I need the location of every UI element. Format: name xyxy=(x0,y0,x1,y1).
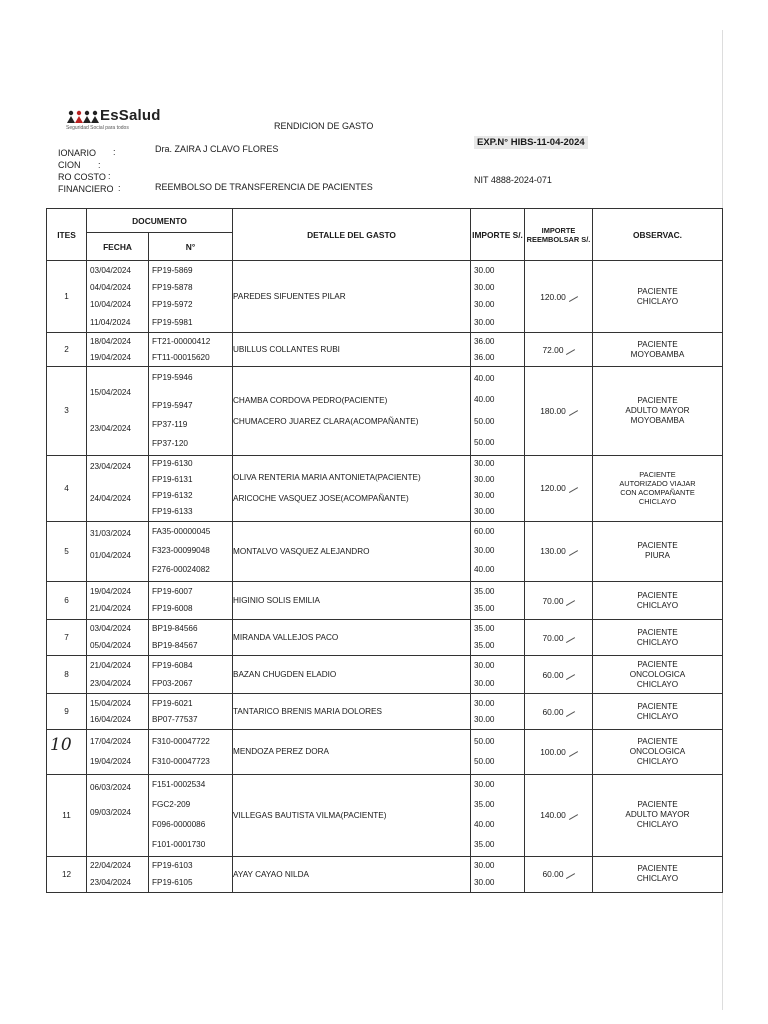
importe-value: 35.00 xyxy=(474,800,495,810)
fecha-value: 10/04/2024 xyxy=(90,300,131,310)
numero-value: FP19-6007 xyxy=(152,586,193,596)
observacion-value: PACIENTE CHICLAYO xyxy=(636,590,679,610)
people-icon xyxy=(66,110,100,124)
item-number-cell xyxy=(47,620,87,656)
detalle-cell xyxy=(233,730,471,774)
numero-value: FP37-119 xyxy=(152,419,188,429)
reembolsar-cell xyxy=(525,261,593,333)
item-number: 1 xyxy=(64,292,69,302)
detalle-cell xyxy=(233,261,471,333)
reembolsar-value: 72.00 xyxy=(542,344,564,355)
item-number-cell xyxy=(47,367,87,455)
check-mark-icon xyxy=(566,482,578,493)
importe-value: 40.00 xyxy=(474,373,495,383)
observacion-cell xyxy=(593,367,723,455)
detalle-value: MENDOZA PEREZ DORA xyxy=(233,747,329,757)
table-row xyxy=(47,656,723,694)
numero-value: FP19-6133 xyxy=(152,506,193,516)
fecha-value: 23/04/2024 xyxy=(90,461,131,471)
numero-value: F310-00047722 xyxy=(152,736,210,746)
importe-value: 30.00 xyxy=(474,491,495,501)
reembolsar-value: 60.00 xyxy=(542,869,564,880)
numero-cell xyxy=(149,521,233,581)
observacion-cell xyxy=(593,333,723,367)
importe-cell xyxy=(471,656,525,694)
observacion-value: PACIENTE ADULTO MAYOR MOYOBAMBA xyxy=(625,395,690,425)
reembolsar-value: 120.00 xyxy=(540,291,566,302)
check-mark-icon xyxy=(566,746,578,757)
importe-value: 35.00 xyxy=(474,586,495,596)
observacion-cell xyxy=(593,581,723,619)
fecha-cell xyxy=(87,694,149,730)
importe-value: 35.00 xyxy=(474,839,495,849)
observacion-cell xyxy=(593,694,723,730)
importe-value: 60.00 xyxy=(474,527,495,537)
importe-value: 30.00 xyxy=(474,698,495,708)
document-title: RENDICION DE GASTO xyxy=(274,121,374,131)
fecha-value: 21/04/2024 xyxy=(90,604,131,614)
logo-subtitle: Seguridad Social para todos xyxy=(66,125,129,131)
item-number: 8 xyxy=(64,670,69,680)
observacion-value: PACIENTE CHICLAYO xyxy=(636,286,679,306)
importe-value: 30.00 xyxy=(474,546,495,556)
item-number: 12 xyxy=(61,869,72,879)
header-importe-reembolsar: IMPORTE REEMBOLSAR S/. xyxy=(525,209,593,261)
detalle-cell xyxy=(233,581,471,619)
importe-value: 40.00 xyxy=(474,395,495,405)
importe-value: 30.00 xyxy=(474,861,495,871)
reembolsar-cell xyxy=(525,694,593,730)
importe-value: 30.00 xyxy=(474,715,495,725)
importe-value: 30.00 xyxy=(474,282,495,292)
field-value-financiero: REEMBOLSO DE TRANSFERENCIA DE PACIENTES xyxy=(155,182,373,192)
importe-cell xyxy=(471,333,525,367)
table-row xyxy=(47,581,723,619)
detalle-cell xyxy=(233,620,471,656)
numero-value: F310-00047723 xyxy=(152,757,210,767)
item-number: 2 xyxy=(64,345,69,355)
numero-cell xyxy=(149,620,233,656)
check-mark-icon xyxy=(563,868,575,879)
reembolsar-value: 130.00 xyxy=(540,546,566,557)
check-mark-icon xyxy=(566,405,578,416)
logo-text: EsSalud xyxy=(100,107,161,124)
check-mark-icon xyxy=(566,809,578,820)
importe-value: 40.00 xyxy=(474,565,495,575)
fecha-value: 31/03/2024 xyxy=(90,528,131,538)
reembolsar-value: 180.00 xyxy=(540,405,566,416)
fecha-value: 23/04/2024 xyxy=(90,877,131,887)
table-row xyxy=(47,455,723,521)
importe-cell xyxy=(471,694,525,730)
numero-value: FP03-2067 xyxy=(152,678,193,688)
reembolsar-value: 100.00 xyxy=(540,746,566,757)
table-row xyxy=(47,694,723,730)
numero-cell xyxy=(149,261,233,333)
numero-value: FP19-5878 xyxy=(152,282,193,292)
detalle-value: HIGINIO SOLIS EMILIA xyxy=(233,596,320,606)
importe-value: 50.00 xyxy=(474,416,495,426)
importe-value: 30.00 xyxy=(474,459,495,469)
detalle-value: OLIVA RENTERIA MARIA ANTONIETA(PACIENTE) xyxy=(233,473,421,483)
importe-value: 30.00 xyxy=(474,780,495,790)
observacion-value: PACIENTE CHICLAYO xyxy=(636,701,679,721)
fecha-cell xyxy=(87,367,149,455)
item-number-cell xyxy=(47,856,87,892)
numero-value: FP19-5869 xyxy=(152,265,193,275)
header-fecha: FECHA xyxy=(87,233,149,261)
fecha-value: 23/04/2024 xyxy=(90,423,131,433)
observacion-cell xyxy=(593,521,723,581)
numero-value: FP19-6131 xyxy=(152,475,193,485)
field-label-centro-costo: RO COSTO xyxy=(58,172,106,182)
numero-value: BP19-84567 xyxy=(152,640,198,650)
numero-cell xyxy=(149,730,233,774)
fecha-value: 19/04/2024 xyxy=(90,586,131,596)
fecha-value: 22/04/2024 xyxy=(90,861,131,871)
reembolsar-value: 140.00 xyxy=(540,810,566,821)
fecha-value: 04/04/2024 xyxy=(90,282,131,292)
expediente-number: EXP.N° HIBS-11-04-2024 xyxy=(474,136,588,149)
check-mark-icon xyxy=(563,632,575,643)
observacion-cell xyxy=(593,656,723,694)
detalle-value: BAZAN CHUGDEN ELADIO xyxy=(233,670,337,680)
observacion-value: PACIENTE CHICLAYO xyxy=(636,864,679,884)
fecha-value: 16/04/2024 xyxy=(90,715,131,725)
importe-cell xyxy=(471,774,525,856)
detalle-value: CHUMACERO JUAREZ CLARA(ACOMPAÑANTE) xyxy=(233,416,419,426)
item-number: 5 xyxy=(64,546,69,556)
item-number: 4 xyxy=(64,483,69,493)
detalle-cell xyxy=(233,856,471,892)
importe-cell xyxy=(471,730,525,774)
numero-value: F101-0001730 xyxy=(152,839,206,849)
numero-value: FP19-6132 xyxy=(152,491,193,501)
fecha-value: 23/04/2024 xyxy=(90,678,131,688)
nit-number: NIT 4888-2024-071 xyxy=(474,175,552,185)
item-number-cell xyxy=(47,656,87,694)
importe-cell xyxy=(471,261,525,333)
numero-value: F323-00099048 xyxy=(152,546,210,556)
fecha-cell xyxy=(87,261,149,333)
item-number: 6 xyxy=(64,596,69,606)
item-number-cell xyxy=(47,521,87,581)
fecha-value: 19/04/2024 xyxy=(90,757,131,767)
detalle-cell xyxy=(233,521,471,581)
header-observaciones: OBSERVAC. xyxy=(593,209,723,261)
expense-table-body xyxy=(47,261,723,893)
reembolsar-cell xyxy=(525,856,593,892)
observacion-value: PACIENTE ONCOLOGICA CHICLAYO xyxy=(629,736,686,766)
fecha-cell xyxy=(87,455,149,521)
numero-value: FT21-00000412 xyxy=(152,336,211,346)
numero-value: F096-0000086 xyxy=(152,820,206,830)
fecha-cell xyxy=(87,774,149,856)
numero-cell xyxy=(149,581,233,619)
observacion-value: PACIENTE PIURA xyxy=(637,541,678,561)
importe-value: 50.00 xyxy=(474,736,495,746)
detalle-value: AYAY CAYAO NILDA xyxy=(233,869,309,879)
importe-value: 30.00 xyxy=(474,660,495,670)
item-number-cell xyxy=(47,333,87,367)
item-number-cell xyxy=(47,261,87,333)
importe-value: 30.00 xyxy=(474,317,495,327)
importe-cell xyxy=(471,581,525,619)
detalle-value: UBILLUS COLLANTES RUBI xyxy=(233,345,340,355)
reembolsar-cell xyxy=(525,455,593,521)
detalle-value: VILLEGAS BAUTISTA VILMA(PACIENTE) xyxy=(233,810,387,820)
numero-value: FP19-6021 xyxy=(152,698,193,708)
table-row xyxy=(47,774,723,856)
field-label-funcionario: IONARIO xyxy=(58,148,97,158)
numero-value: FGC2-209 xyxy=(152,800,191,810)
detalle-value: MONTALVO VASQUEZ ALEJANDRO xyxy=(233,546,370,556)
detalle-value: TANTARICO BRENIS MARIA DOLORES xyxy=(233,707,382,717)
fecha-value: 15/04/2024 xyxy=(90,698,131,708)
header-documento: DOCUMENTO xyxy=(87,209,233,233)
numero-cell xyxy=(149,656,233,694)
numero-value: FA35-00000045 xyxy=(152,527,211,537)
numero-value: FP19-6008 xyxy=(152,604,193,614)
detalle-cell xyxy=(233,333,471,367)
importe-value: 35.00 xyxy=(474,624,495,634)
detalle-value: MIRANDA VALLEJOS PACO xyxy=(233,633,339,643)
handwritten-item-number: 10 xyxy=(50,735,72,755)
detalle-cell xyxy=(233,694,471,730)
numero-cell xyxy=(149,367,233,455)
observacion-value: PACIENTE AUTORIZADO VIAJAR CON ACOMPAÑANTE CHICLAYO xyxy=(619,470,696,507)
numero-value: BP07-77537 xyxy=(152,715,198,725)
table-row xyxy=(47,333,723,367)
importe-cell xyxy=(471,620,525,656)
essalud-logo xyxy=(66,107,161,131)
header-items: ITES xyxy=(47,209,87,261)
item-number-cell xyxy=(47,581,87,619)
importe-cell xyxy=(471,521,525,581)
check-mark-icon xyxy=(563,706,575,717)
fecha-cell xyxy=(87,656,149,694)
reembolsar-cell xyxy=(525,581,593,619)
fecha-cell xyxy=(87,730,149,774)
fecha-value: 21/04/2024 xyxy=(90,660,131,670)
numero-value: BP19-84566 xyxy=(152,624,198,634)
check-mark-icon xyxy=(566,291,578,302)
check-mark-icon xyxy=(566,545,578,556)
field-value-funcionario: Dra. ZAIRA J CLAVO FLORES xyxy=(155,144,279,154)
numero-value: FP19-6084 xyxy=(152,660,193,670)
numero-value: F151-0002534 xyxy=(152,780,206,790)
importe-value: 40.00 xyxy=(474,820,495,830)
numero-value: FP19-5946 xyxy=(152,372,193,382)
reembolsar-value: 70.00 xyxy=(542,632,564,643)
field-label-financiero: FINANCIERO xyxy=(58,184,114,194)
reembolsar-value: 120.00 xyxy=(540,483,566,494)
numero-cell xyxy=(149,856,233,892)
reembolsar-cell xyxy=(525,774,593,856)
fecha-cell xyxy=(87,333,149,367)
importe-cell xyxy=(471,455,525,521)
observacion-cell xyxy=(593,261,723,333)
importe-value: 30.00 xyxy=(474,506,495,516)
detalle-cell xyxy=(233,656,471,694)
numero-cell xyxy=(149,694,233,730)
field-sep: : xyxy=(118,183,121,193)
importe-value: 35.00 xyxy=(474,640,495,650)
table-row xyxy=(47,521,723,581)
item-number: 11 xyxy=(62,810,71,820)
fecha-value: 03/04/2024 xyxy=(90,624,131,634)
item-number-cell xyxy=(47,694,87,730)
reembolsar-value: 70.00 xyxy=(542,595,564,606)
header-detalle: DETALLE DEL GASTO xyxy=(233,209,471,261)
importe-value: 30.00 xyxy=(474,265,495,275)
importe-value: 50.00 xyxy=(474,437,495,447)
field-sep: : xyxy=(98,160,101,170)
numero-value: FT11-00015620 xyxy=(152,352,210,362)
importe-cell xyxy=(471,367,525,455)
header-numero: N° xyxy=(149,233,233,261)
item-number: 3 xyxy=(64,406,69,416)
reembolsar-cell xyxy=(525,656,593,694)
detalle-cell xyxy=(233,367,471,455)
check-mark-icon xyxy=(563,344,575,355)
reembolsar-value: 60.00 xyxy=(542,706,564,717)
numero-value: FP19-5947 xyxy=(152,400,193,410)
importe-value: 35.00 xyxy=(474,604,495,614)
table-row xyxy=(47,261,723,333)
detalle-value: CHAMBA CORDOVA PEDRO(PACIENTE) xyxy=(233,395,388,405)
reembolsar-cell xyxy=(525,620,593,656)
reembolsar-cell xyxy=(525,367,593,455)
fecha-value: 11/04/2024 xyxy=(90,317,131,327)
fecha-value: 19/04/2024 xyxy=(90,352,131,362)
table-row xyxy=(47,856,723,892)
importe-value: 50.00 xyxy=(474,757,495,767)
fecha-cell xyxy=(87,521,149,581)
numero-value: FP37-120 xyxy=(152,439,188,449)
observacion-cell xyxy=(593,774,723,856)
fecha-value: 18/04/2024 xyxy=(90,336,131,346)
numero-value: FP19-6103 xyxy=(152,861,193,871)
numero-value: FP19-6130 xyxy=(152,459,193,469)
numero-value: F276-00024082 xyxy=(152,565,210,575)
observacion-value: PACIENTE CHICLAYO xyxy=(636,627,679,647)
item-number-cell xyxy=(47,455,87,521)
observacion-cell xyxy=(593,455,723,521)
importe-cell xyxy=(471,856,525,892)
importe-value: 30.00 xyxy=(474,475,495,485)
observacion-cell xyxy=(593,730,723,774)
header-importe: IMPORTE S/. xyxy=(471,209,525,261)
numero-value: FP19-6105 xyxy=(152,877,193,887)
table-row xyxy=(47,620,723,656)
check-mark-icon xyxy=(563,669,575,680)
importe-value: 30.00 xyxy=(474,678,495,688)
field-sep: : xyxy=(108,171,111,181)
reembolsar-cell xyxy=(525,730,593,774)
fecha-value: 06/03/2024 xyxy=(90,782,131,792)
fecha-value: 24/04/2024 xyxy=(90,493,131,503)
detalle-value: ARICOCHE VASQUEZ JOSE(ACOMPAÑANTE) xyxy=(233,494,409,504)
numero-value: FP19-5981 xyxy=(152,317,193,327)
observacion-value: PACIENTE MOYOBAMBA xyxy=(630,339,685,359)
observacion-value: PACIENTE ADULTO MAYOR CHICLAYO xyxy=(625,800,690,830)
fecha-value: 09/03/2024 xyxy=(90,807,131,817)
detalle-cell xyxy=(233,455,471,521)
importe-value: 36.00 xyxy=(474,336,495,346)
detalle-cell xyxy=(233,774,471,856)
fecha-value: 15/04/2024 xyxy=(90,387,131,397)
table-row xyxy=(47,367,723,455)
fecha-value: 17/04/2024 xyxy=(90,736,131,746)
numero-value: FP19-5972 xyxy=(152,300,193,310)
importe-value: 36.00 xyxy=(474,352,495,362)
item-number-cell xyxy=(47,774,87,856)
fecha-cell xyxy=(87,620,149,656)
expense-table xyxy=(46,208,723,893)
importe-value: 30.00 xyxy=(474,877,495,887)
observacion-value: PACIENTE ONCOLOGICA CHICLAYO xyxy=(629,659,686,689)
reembolsar-cell xyxy=(525,521,593,581)
reembolsar-value: 60.00 xyxy=(542,669,564,680)
field-label-direccion: CION xyxy=(58,160,81,170)
fecha-value: 05/04/2024 xyxy=(90,640,131,650)
numero-cell xyxy=(149,333,233,367)
table-row xyxy=(47,730,723,774)
numero-cell xyxy=(149,774,233,856)
item-number: 7 xyxy=(64,633,69,643)
fecha-cell xyxy=(87,856,149,892)
numero-cell xyxy=(149,455,233,521)
observacion-cell xyxy=(593,620,723,656)
importe-value: 30.00 xyxy=(474,300,495,310)
fecha-value: 03/04/2024 xyxy=(90,265,131,275)
fecha-value: 01/04/2024 xyxy=(90,551,131,561)
item-number: 9 xyxy=(64,707,69,717)
field-sep: : xyxy=(113,147,116,157)
detalle-value: PAREDES SIFUENTES PILAR xyxy=(233,292,346,302)
fecha-cell xyxy=(87,581,149,619)
check-mark-icon xyxy=(563,594,575,605)
reembolsar-cell xyxy=(525,333,593,367)
observacion-cell xyxy=(593,856,723,892)
